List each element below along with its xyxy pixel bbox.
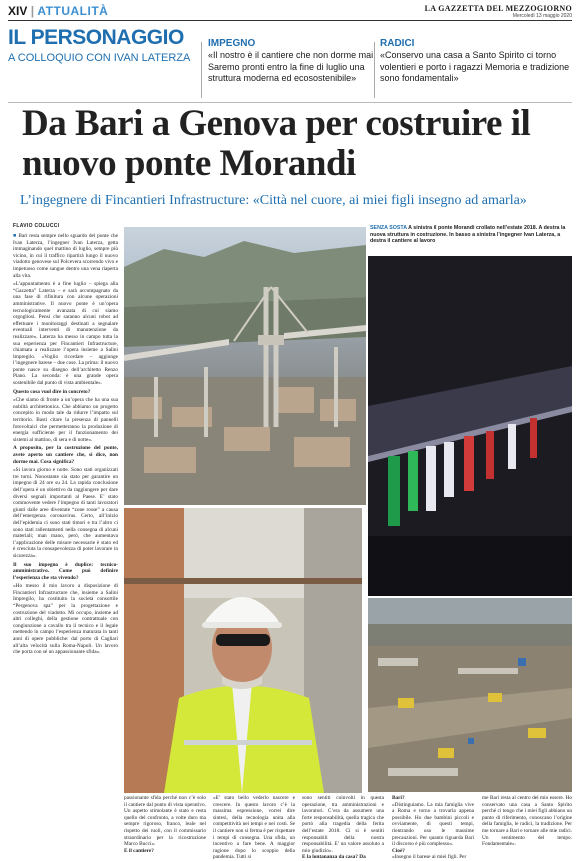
paragraph: «Ho messo il mio lavoro a disposizione di Fincantieri Infrastructure che, insieme a Salini Impregilo, ha costituito la società consortile “Pergenova spa” per la progettazione e costruzione del viadotto. Mi occupo, insieme ad altri colleghi, della gestione contrattuale con congiunzione a cavallo tra il tecnico e il legale mettendo in campo l’esperienza maturata in tanti anni di opere pubbliche: dal porto di Cagliari all’alta velocità sulla Roma-Napoli. Un lavoro che porta con sé un appassionante sfida». xyxy=(13,583,118,656)
article-column-1 xyxy=(13,233,118,791)
vertical-divider xyxy=(374,42,375,98)
newspaper-name: LA GAZZETTA DEL MEZZOGIORNO xyxy=(424,4,572,13)
interview-question: Il suo impegno è duplice: tecnico-amministrativo. Come può definire l’esperienza che sta vivendo? xyxy=(13,561,118,581)
paragraph: sono sentiti coinvolti in questa operazione, tra amministrazioni e lavoratori. C’era da assumere una forte responsabilità, quella tragica che portò alla tragedia della ferita dell’estate 2018. Ci si è sentiti responsabili della nostra responsabilità. E’ un valore assoluto a mio giudizio». xyxy=(302,795,384,854)
paragraph: «Che siamo di fronte a un’opera che ha una sua nobiltà architettonica. Che abbiamo un progetto concepito in modo tale da ridurre l’impatto sul territorio. Basti citare la presenza di pannelli fotovoltaici che permetteranno la produzione di energia sufficiente per il funzionamento dei sistemi al mattino, di sera e di notte». xyxy=(13,397,118,443)
section-name: ATTUALITÀ xyxy=(37,4,109,18)
vertical-divider xyxy=(201,42,202,98)
issue-date: Mercoledì 13 maggio 2020 xyxy=(512,13,572,19)
interview-question: Bari? xyxy=(392,795,405,801)
paragraph: «Si lavora giorno e notte. Sono stati organizzati tre turni. Nonostante sia stato per garantire un impegno di 24 ore su 24. La rapida conclusione dell’opera è un obiettivo da raggiungere per dare diversi segnali importanti al Paese. E’ stato commovente vedere l’impegno di tanti lavoratori giunti dalle aree diventate “zone rosse” a causa dell’emergenza coronavirus. Certo, all’inizio dell’epidemia ci sono stati timori e tra l’altro ci sono stati rallentamenti nella consegna di alcuni materiali; man mano, però, che aumentava l’applicazione delle misure necessarie è stato ed è cresciuta la consapevolezza di poter lavorare in sicurezza». xyxy=(13,467,118,559)
bullet-marker: ■ xyxy=(13,233,19,239)
portrait-illustration xyxy=(124,508,362,793)
header-separator: | xyxy=(30,4,35,18)
night-bridge-illustration xyxy=(368,256,572,596)
interview-question: A proposito, per la costruzione del ponte, avete aperto un cantiere che, si dice, non dorme mai. Cosa significa? xyxy=(13,445,118,465)
paragraph: ■ Bari resta sempre nello sguardo del ponte che Ivan Laterza, l’ingegner Ivan Laterza, getta immaginando quel mattino di luglio, sempre più vicino, in cui il traffico ripartirà lungo il nuovo viadotto genovese sul Polcevera scorrendo vivo e impetuoso come sangue dentro una vena riaperta alla vita. xyxy=(13,233,118,279)
paragraph: «E’ stato bello vederlo nascere e crescere. In questo lavoro c’è la massima espressione, vorrei dire sintesi, della tecnologia unita alla competitività nei tempi e nei costi. Se il cantiere non si ferma è per rispettare i tempi di consegna. Una sfida, un incentivo a fare bene. A maggior ragione dopo lo scoppio della pandemia. Tutti si xyxy=(213,795,295,861)
impegno-box xyxy=(208,38,383,85)
article-column-2 xyxy=(124,795,206,854)
page-number: XIV xyxy=(8,4,28,18)
paragraph: «Insegno il barese ai miei figli. Per xyxy=(392,854,467,861)
header-divider xyxy=(8,20,572,21)
article-column-5 xyxy=(392,795,474,861)
interview-question: Cioè? xyxy=(392,847,405,854)
radici-box xyxy=(380,38,572,85)
laterza-portrait-photo xyxy=(124,508,362,793)
paragraph: me Bari resta al centro del mio essere. Ho conservato una casa a Santo Spirito perché ci tengo che i miei figli abbiano un punto di riferimento, conoscano l’origine della famiglia, le radici, la tradizione. Per me tornare a Bari e tornare alle mie radici. Un sentimento del tempo. Fondamentale». xyxy=(482,795,572,848)
paragraph: «L’appuntamento è a fine luglio – spiega alla “Gazzetta” Laterza – e sarà accompagnato da una fase di rifinitura con alcune operazioni amministrative. Il nuovo ponte è un’opera tecnologicamente avanzata di cui siamo orgogliosi. Pensi che saranno alcuni robot ad effettuare i monitoraggi destinati a segnalare eventuali interventi di manutenzione da realizzare». Laterza ha messo in campo tutta la sua esperienza per Fincantieri Infrastructure, chiamata a realizzare l’opera insieme a Salini Impregilo. «Voglio ricordare – aggiunge l’ingegnere barese – due cose. La prima: il nuovo ponte nasce su disegno dell’architetto Renzo Piano. La seconda: è una grande opera sostenibile dal punto di vista ambientale». xyxy=(13,281,118,387)
interview-question: Questo cosa vuol dire in concreto? xyxy=(13,388,91,395)
photo-caption xyxy=(370,225,572,245)
bridge-illustration xyxy=(124,227,366,505)
subheadline: L’ingegnere di Fincantieri Infrastructure: «Città nel cuore, ai miei figli insegno ad amarla» xyxy=(20,193,527,208)
impegno-kicker: IMPEGNO xyxy=(208,38,256,49)
paragraph: passionante sfida perché non c’è solo il cantiere dal punto di vista operativo. Un aspetto stimolante è stato e resta quello del confronto, a volte duro ma sempre rigoroso, franco, leale nel rispetto dei ruoli, con il commissario straordinario per la ricostruzione Marco Bucci». xyxy=(124,795,206,848)
interview-question: E il cantiere? xyxy=(124,847,154,854)
caption-label: SENZA SOSTA xyxy=(370,225,407,231)
personaggio-block xyxy=(8,26,198,64)
article-column-6 xyxy=(482,795,572,848)
headline: Da Bari a Genova per costruire il nuovo ponte Morandi xyxy=(22,103,531,184)
interview-question: E la lontananza da casa? Da xyxy=(302,854,366,861)
caption-text: A sinistra il ponte Morandi crollato nell’estate 2018. A destra la nuova struttura in costruzione. In basso a sinistra l’ingegner Ivan Laterza, a destra il cantiere al lavoro xyxy=(370,225,566,244)
article-column-3 xyxy=(213,795,295,861)
personaggio-title: IL PERSONAGGIO xyxy=(8,26,184,49)
page-header-left xyxy=(8,4,108,18)
construction-site-photo xyxy=(368,598,572,792)
collapsed-bridge-photo xyxy=(124,227,366,505)
new-bridge-night-photo xyxy=(368,256,572,596)
radici-quote: «Conservo una casa a Santo Spirito ci torno volentieri e porto i ragazzi Memoria e tradizione sono fondamentali» xyxy=(380,50,570,83)
paragraph: «Distinguiamo. La mia famiglia vive a Roma e torno a trovarla appena possibile. Ho due bambini piccoli e ovviamente, di questi tempi, rientrando uso le massime precauzioni. Per quanto riguarda Bari il discorso è più complesso». xyxy=(392,801,474,848)
personaggio-subtitle: A COLLOQUIO CON IVAN LATERZA xyxy=(8,52,191,64)
impegno-quote: «Il nostro è il cantiere che non dorme mai Saremo pronti entro la fine di luglio una struttura moderna ed ecosostenibile» xyxy=(208,50,374,83)
article-column-4 xyxy=(302,795,384,861)
page-header-right xyxy=(425,4,572,19)
site-illustration xyxy=(368,598,572,792)
radici-kicker: RADICI xyxy=(380,38,415,49)
byline: FLAVIO COLUCCI xyxy=(13,223,60,229)
